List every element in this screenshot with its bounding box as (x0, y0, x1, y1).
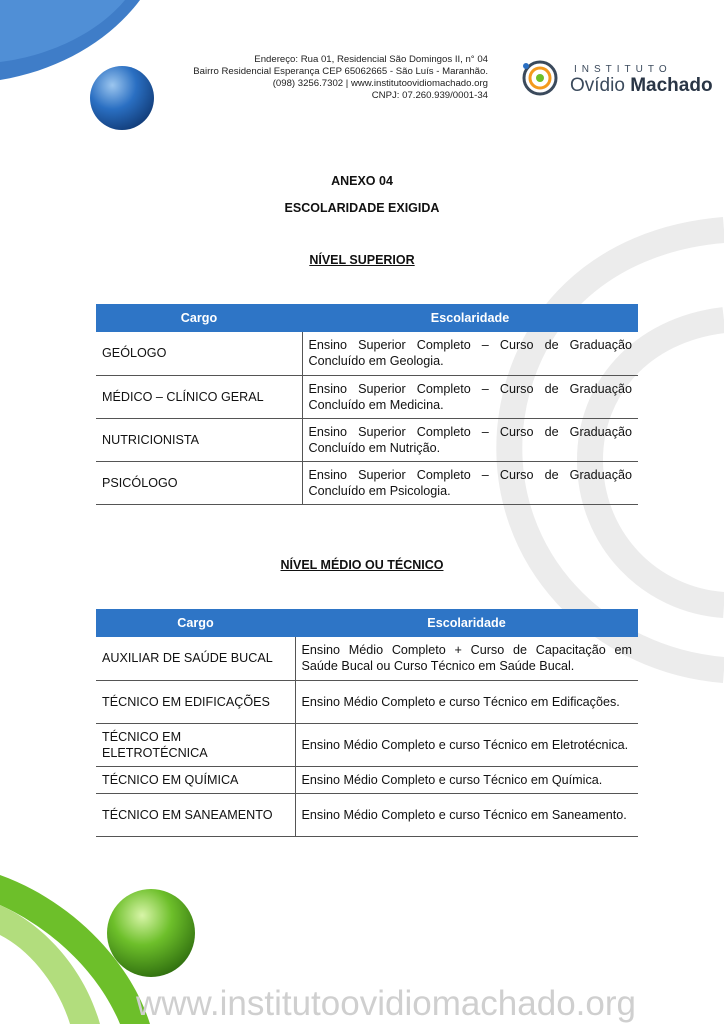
cell-escolaridade: Ensino Superior Completo – Curso de Graduação Concluído em Geologia. (302, 332, 638, 375)
table-row (96, 375, 638, 418)
logo-mark-icon (516, 56, 566, 100)
address-line: Endereço: Rua 01, Residencial São Domingos II, n° 04 (254, 54, 488, 65)
cell-cargo: TÉCNICO EM QUÍMICA (96, 766, 295, 793)
table-row (96, 637, 638, 680)
cell-escolaridade: Ensino Superior Completo – Curso de Graduação Concluído em Nutrição. (302, 418, 638, 461)
logo-name (570, 75, 713, 97)
table-row (96, 723, 638, 766)
table-row (96, 332, 638, 375)
table-header-row (96, 609, 638, 637)
table-row (96, 418, 638, 461)
table-row (96, 461, 638, 504)
cell-escolaridade: Ensino Médio Completo e curso Técnico em Edificações. (295, 680, 638, 723)
logo-name-regular: Ovídio (570, 75, 625, 96)
cell-cargo: TÉCNICO EM ELETROTÉCNICA (96, 723, 295, 766)
footer-url: www.institutoovidiomachado.org (136, 984, 636, 1023)
cell-cargo: NUTRICIONISTA (96, 418, 302, 461)
institute-logo (516, 56, 713, 100)
column-header-escolaridade: Escolaridade (302, 304, 638, 332)
address-line: Bairro Residencial Esperança CEP 65062665 - São Luís - Maranhão. (193, 66, 488, 77)
cell-escolaridade: Ensino Médio Completo e curso Técnico em Saneamento. (295, 793, 638, 836)
table-medio (96, 609, 638, 837)
cell-escolaridade: Ensino Médio Completo e curso Técnico em Eletrotécnica. (295, 723, 638, 766)
table-row (96, 680, 638, 723)
cell-escolaridade: Ensino Médio Completo e curso Técnico em Química. (295, 766, 638, 793)
cell-cargo: MÉDICO – CLÍNICO GERAL (96, 375, 302, 418)
table-row (96, 793, 638, 836)
cell-cargo: PSICÓLOGO (96, 461, 302, 504)
address-line: CNPJ: 07.260.939/0001-34 (371, 90, 488, 101)
column-header-escolaridade: Escolaridade (295, 609, 638, 637)
annex-subtitle: ESCOLARIDADE EXIGIDA (284, 201, 440, 215)
column-header-cargo: Cargo (96, 304, 302, 332)
cell-cargo: GEÓLOGO (96, 332, 302, 375)
table-header-row (96, 304, 638, 332)
header-address (193, 54, 488, 102)
logo-top-text: INSTITUTO (574, 64, 672, 75)
section-heading-superior: NÍVEL SUPERIOR (309, 253, 415, 267)
cell-escolaridade: Ensino Médio Completo + Curso de Capacitação em Saúde Bucal ou Curso Técnico em Saúde Bucal. (295, 637, 638, 680)
logo-name-bold: Machado (630, 75, 713, 96)
table-superior (96, 304, 638, 505)
cell-cargo: TÉCNICO EM EDIFICAÇÕES (96, 680, 295, 723)
cell-escolaridade: Ensino Superior Completo – Curso de Graduação Concluído em Psicologia. (302, 461, 638, 504)
address-line: (098) 3256.7302 | www.institutoovidiomachado.org (272, 78, 488, 89)
section-heading-medio: NÍVEL MÉDIO OU TÉCNICO (280, 558, 444, 572)
cell-cargo: AUXILIAR DE SAÚDE BUCAL (96, 637, 295, 680)
cell-escolaridade: Ensino Superior Completo – Curso de Graduação Concluído em Medicina. (302, 375, 638, 418)
column-header-cargo: Cargo (96, 609, 295, 637)
cell-cargo: TÉCNICO EM SANEAMENTO (96, 793, 295, 836)
table-row (96, 766, 638, 793)
annex-title: ANEXO 04 (331, 174, 393, 188)
